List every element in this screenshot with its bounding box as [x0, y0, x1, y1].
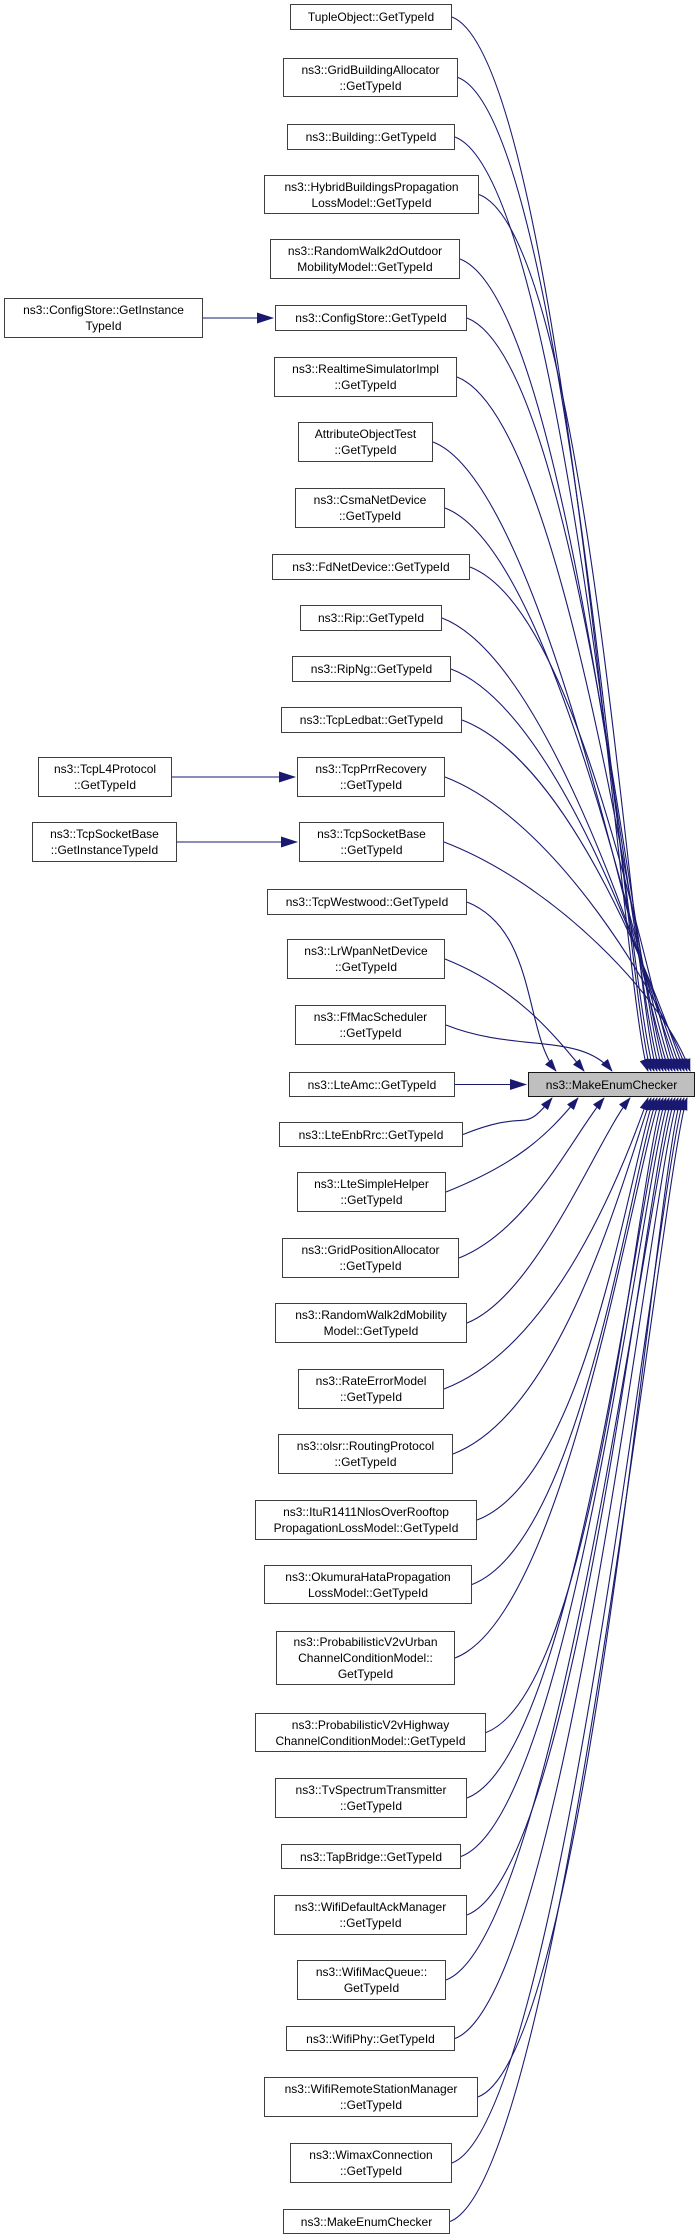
node-label-line: LossModel::GetTypeId: [307, 1585, 429, 1600]
node-lte-amc[interactable]: [289, 1072, 455, 1097]
node-label-line: GetTypeId: [343, 1981, 400, 1995]
node-label-line: ns3::TcpWestwood::GetTypeId: [285, 895, 449, 909]
node-label-line: ::GetTypeId: [334, 378, 397, 392]
node-label-line: ns3::GridBuildingAllocator: [301, 62, 440, 77]
node-label-line: ::GetTypeId: [339, 1259, 402, 1273]
node-label-line: ns3::WifiMacQueue::: [315, 1965, 428, 1979]
node-tcp-socket-base[interactable]: [299, 822, 444, 862]
node-label-line: ns3::CsmaNetDevice: [313, 493, 427, 507]
node-lte-simple-helper[interactable]: [297, 1172, 446, 1212]
node-label-line: ns3::ConfigStore::GetTypeId: [295, 311, 447, 325]
node-hybrid-buildings[interactable]: [264, 175, 479, 214]
node-lte-enb-rrc[interactable]: [279, 1122, 463, 1147]
node-random-walk-2d-mobility[interactable]: [275, 1303, 467, 1343]
node-label-line: ns3::FdNetDevice::GetTypeId: [292, 560, 450, 574]
node-label-line: ::GetTypeId: [334, 1455, 397, 1469]
node-label-line: ::GetTypeId: [334, 960, 398, 974]
node-label-line: ChannelConditionModel::: [298, 1651, 433, 1665]
node-label-line: ns3::RealtimeSimulatorImpl: [292, 362, 439, 376]
node-label-line: ::GetTypeId: [339, 2098, 403, 2112]
node-label-line: ns3::FfMacScheduler: [313, 1010, 428, 1024]
node-label-line: ::GetTypeId: [340, 1193, 403, 1207]
node-olsr-routing-protocol[interactable]: [278, 1434, 453, 1474]
node-config-store[interactable]: [275, 305, 467, 331]
node-tcp-l4-protocol[interactable]: [38, 757, 172, 797]
node-attribute-object-test[interactable]: [298, 422, 433, 462]
node-label-line: ::GetTypeId: [338, 509, 402, 523]
node-label-line: ::GetTypeId: [339, 778, 403, 792]
node-make-enum-checker-2[interactable]: [283, 2209, 450, 2234]
node-label-line: ::GetTypeId: [339, 1799, 403, 1813]
node-label-line: ns3::TcpL4Protocol: [53, 762, 157, 776]
node-label-line: ns3::Building::GetTypeId: [305, 130, 437, 144]
node-label-line: ns3::WimaxConnection: [309, 2148, 433, 2162]
node-building[interactable]: [287, 124, 455, 150]
node-wifi-default-ack[interactable]: [274, 1895, 467, 1935]
node-label-line: ns3::LteSimpleHelper: [314, 1177, 429, 1191]
node-label-line: ns3::HybridBuildingsPropagation: [284, 179, 459, 194]
node-label-line: ns3::TcpSocketBase: [317, 827, 426, 841]
node-tcp-ledbat[interactable]: [281, 707, 462, 733]
node-prob-v2v-highway[interactable]: [255, 1713, 486, 1752]
node-tcp-prr-recovery[interactable]: [297, 757, 445, 797]
node-tuple-object[interactable]: [290, 4, 452, 30]
node-label-line: ns3::WifiPhy::GetTypeId: [306, 2031, 435, 2046]
node-tv-spectrum[interactable]: [275, 1778, 467, 1818]
node-wimax-connection[interactable]: [290, 2143, 452, 2183]
node-label-line: ns3::RateErrorModel: [315, 1374, 427, 1388]
node-prob-v2v-urban[interactable]: [276, 1631, 455, 1685]
node-grid-position-allocator[interactable]: [282, 1238, 459, 1278]
node-label-line: GetTypeId: [337, 1667, 394, 1681]
node-lr-wpan-net-device[interactable]: [287, 939, 445, 979]
node-fd-net-device[interactable]: [272, 554, 470, 580]
node-label-line: Model::GetTypeId: [323, 1324, 419, 1338]
node-label-line: ::GetTypeId: [339, 1026, 402, 1040]
node-rip[interactable]: [300, 605, 442, 631]
node-label-line: ns3::ItuR1411NlosOverRooftop: [283, 1505, 449, 1519]
node-label-line: ns3::TcpPrrRecovery: [315, 762, 427, 776]
node-label-line: ::GetInstanceTypeId: [50, 843, 159, 857]
node-label-line: ns3::MakeEnumChecker: [300, 2214, 433, 2229]
node-label-line: ::GetTypeId: [339, 1916, 402, 1930]
node-tcp-westwood[interactable]: [267, 889, 467, 915]
node-label-line: ns3::TcpSocketBase: [50, 827, 159, 841]
node-grid-building-allocator[interactable]: [283, 58, 458, 97]
node-label-line: ::GetTypeId: [73, 778, 137, 792]
node-label-line: ns3::RandomWalk2dMobility: [295, 1308, 447, 1322]
node-okumura-hata[interactable]: [264, 1565, 472, 1604]
node-label-line: ns3::MakeEnumChecker: [545, 1077, 678, 1092]
node-csma-net-device[interactable]: [295, 488, 445, 528]
node-rate-error-model[interactable]: [298, 1369, 444, 1409]
node-ff-mac-scheduler[interactable]: [295, 1005, 446, 1045]
node-label-line: ::GetTypeId: [339, 78, 402, 93]
node-tap-bridge[interactable]: [281, 1844, 461, 1869]
node-label-line: TupleObject::GetTypeId: [307, 10, 435, 24]
node-label-line: ::GetTypeId: [340, 843, 403, 857]
node-realtime-simulator[interactable]: [274, 357, 457, 397]
node-label-line: ns3::TapBridge::GetTypeId: [299, 1849, 443, 1864]
node-label-line: ns3::olsr::RoutingProtocol: [296, 1439, 435, 1453]
node-wifi-remote-station[interactable]: [264, 2077, 478, 2117]
node-label-line: ns3::ProbabilisticV2vHighway: [291, 1717, 450, 1732]
node-label-line: ::GetTypeId: [339, 1390, 403, 1404]
node-label-line: LossModel::GetTypeId: [311, 195, 432, 210]
node-label-line: PropagationLossModel::GetTypeId: [273, 1521, 459, 1535]
node-label-line: MobilityModel::GetTypeId: [297, 260, 433, 274]
node-label-line: ns3::ConfigStore::GetInstance: [23, 303, 184, 317]
node-wifi-mac-queue[interactable]: [297, 1960, 446, 2000]
node-label-line: ns3::LteAmc::GetTypeId: [307, 1077, 437, 1092]
node-label-line: ns3::TvSpectrumTransmitter: [295, 1783, 447, 1797]
node-rip-ng[interactable]: [292, 656, 451, 682]
node-label-line: ::GetTypeId: [339, 2164, 403, 2178]
node-label-line: ns3::WifiRemoteStationManager: [284, 2082, 458, 2096]
target-node-make-enum-checker[interactable]: [528, 1072, 695, 1097]
node-label-line: ns3::RandomWalk2dOutdoor: [287, 244, 443, 258]
node-label-line: ns3::GridPositionAllocator: [301, 1243, 440, 1257]
node-itu-r1411[interactable]: [255, 1500, 477, 1540]
node-label-line: ns3::WifiDefaultAckManager: [294, 1900, 447, 1914]
node-label-line: TypeId: [85, 319, 122, 333]
node-label-line: ::GetTypeId: [334, 443, 397, 457]
node-tcp-socket-base-instance[interactable]: [32, 822, 177, 862]
node-label-line: ns3::OkumuraHataPropagation: [285, 1569, 451, 1584]
node-label-line: ns3::Rip::GetTypeId: [317, 611, 425, 625]
node-label-line: ns3::LteEnbRrc::GetTypeId: [298, 1127, 444, 1142]
node-config-store-instance[interactable]: [4, 298, 203, 338]
node-label-line: ns3::RipNg::GetTypeId: [310, 662, 433, 676]
node-label-line: ChannelConditionModel::GetTypeId: [275, 1733, 466, 1748]
node-label-line: ns3::TcpLedbat::GetTypeId: [299, 713, 444, 727]
node-wifi-phy[interactable]: [286, 2026, 455, 2051]
node-random-walk-2d-outdoor[interactable]: [270, 239, 460, 279]
node-label-line: ns3::LrWpanNetDevice: [304, 944, 428, 958]
node-label-line: ns3::ProbabilisticV2vUrban: [293, 1635, 438, 1649]
node-label-line: AttributeObjectTest: [314, 427, 417, 441]
